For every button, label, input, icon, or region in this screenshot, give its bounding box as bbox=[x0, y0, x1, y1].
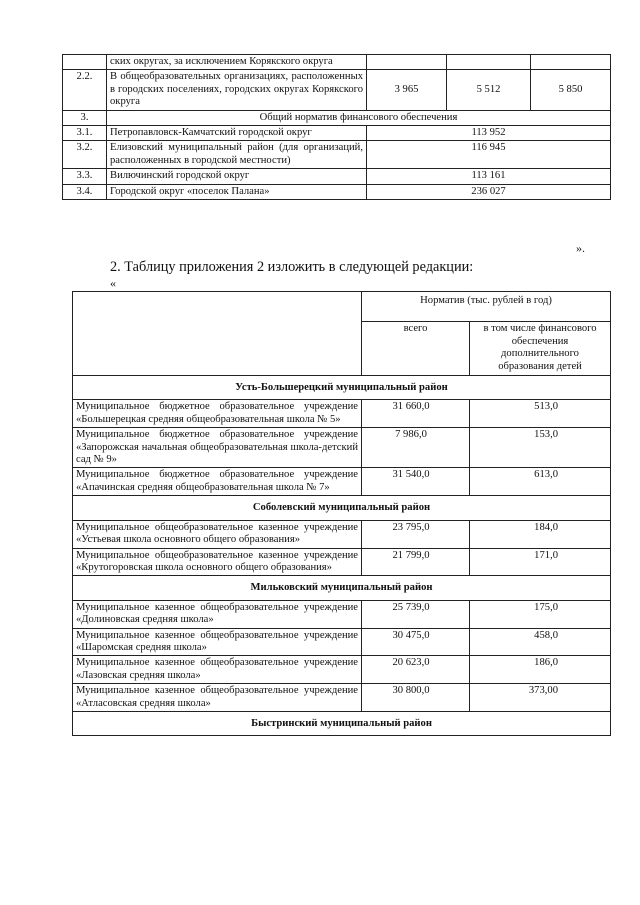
total-value: 7 986,0 bbox=[362, 428, 470, 468]
section-row bbox=[63, 110, 611, 125]
incl-value: 171,0 bbox=[470, 548, 611, 576]
table-row bbox=[73, 428, 611, 468]
section-row bbox=[73, 376, 611, 400]
funding-table-top bbox=[62, 54, 611, 200]
district-title: Соболевский муниципальный район bbox=[73, 496, 611, 520]
school-name: Муниципальное бюджетное образовательное учреждение «Апачинская средняя общеобразовательная школа № 7» bbox=[73, 468, 362, 496]
row-text: В общеобразовательных организациях, расположенных в городских поселениях, городских округах Корякского округа bbox=[107, 70, 367, 110]
table-row bbox=[73, 468, 611, 496]
incl-value: 458,0 bbox=[470, 628, 611, 656]
row-number bbox=[63, 55, 107, 70]
opening-quote: « bbox=[110, 276, 116, 290]
table-row bbox=[73, 400, 611, 428]
school-name: Муниципальное общеобразовательное казенное учреждение «Крутогоровская школа основного общего образования» bbox=[73, 548, 362, 576]
header-incl: в том числе финансового обеспечения дополнительного образования детей bbox=[470, 322, 611, 376]
value-cell: 116 945 bbox=[367, 141, 611, 169]
school-name: Муниципальное казенное общеобразовательное учреждение «Атласовская средняя школа» bbox=[73, 684, 362, 712]
row-number: 3.2. bbox=[63, 141, 107, 169]
incl-value: 613,0 bbox=[470, 468, 611, 496]
row-number: 2.2. bbox=[63, 70, 107, 110]
total-value: 21 799,0 bbox=[362, 548, 470, 576]
table-row bbox=[63, 169, 611, 184]
value-cell bbox=[367, 55, 447, 70]
school-name: Муниципальное казенное общеобразовательное учреждение «Шаромская средняя школа» bbox=[73, 628, 362, 656]
value-cell: 113 952 bbox=[367, 126, 611, 141]
value-cell: 113 161 bbox=[367, 169, 611, 184]
section-title: Общий норматив финансового обеспечения bbox=[107, 110, 611, 125]
total-value: 30 475,0 bbox=[362, 628, 470, 656]
school-name: Муниципальное бюджетное образовательное учреждение «Большерецкая средняя общеобразовательная школа № 5» bbox=[73, 400, 362, 428]
header-row bbox=[73, 292, 611, 322]
section-row bbox=[73, 711, 611, 735]
norms-table bbox=[72, 291, 611, 736]
total-value: 31 540,0 bbox=[362, 468, 470, 496]
incl-value: 513,0 bbox=[470, 400, 611, 428]
value-cell: 3 965 bbox=[367, 70, 447, 110]
row-number: 3.3. bbox=[63, 169, 107, 184]
incl-value: 186,0 bbox=[470, 656, 611, 684]
row-number: 3. bbox=[63, 110, 107, 125]
school-name: Муниципальное общеобразовательное казенное учреждение «Устьевая школа основного общего образования» bbox=[73, 520, 362, 548]
closing-quote: ». bbox=[576, 241, 585, 255]
header-total: всего bbox=[362, 322, 470, 376]
incl-value: 175,0 bbox=[470, 600, 611, 628]
header-empty-cell bbox=[73, 292, 362, 376]
row-text: ских округах, за исключением Корякского округа bbox=[107, 55, 367, 70]
total-value: 25 739,0 bbox=[362, 600, 470, 628]
incl-value: 153,0 bbox=[470, 428, 611, 468]
table-row bbox=[73, 684, 611, 712]
total-value: 20 623,0 bbox=[362, 656, 470, 684]
table-row bbox=[63, 55, 611, 70]
paragraph-text: 2. Таблицу приложения 2 изложить в следующей редакции: bbox=[110, 259, 474, 275]
district-title: Быстринский муниципальный район bbox=[73, 711, 611, 735]
table-row bbox=[63, 184, 611, 199]
row-text: Вилючинский городской округ bbox=[107, 169, 367, 184]
table-row bbox=[63, 126, 611, 141]
table-row bbox=[73, 628, 611, 656]
row-text: Городской округ «поселок Палана» bbox=[107, 184, 367, 199]
row-number: 3.1. bbox=[63, 126, 107, 141]
table-row bbox=[73, 656, 611, 684]
header-norm: Норматив (тыс. рублей в год) bbox=[362, 292, 611, 322]
section-row bbox=[73, 576, 611, 600]
total-value: 31 660,0 bbox=[362, 400, 470, 428]
table-row bbox=[63, 141, 611, 169]
school-name: Муниципальное казенное общеобразовательное учреждение «Долиновская средняя школа» bbox=[73, 600, 362, 628]
table-row bbox=[63, 70, 611, 110]
value-cell bbox=[447, 55, 531, 70]
total-value: 23 795,0 bbox=[362, 520, 470, 548]
district-title: Усть-Большерецкий муниципальный район bbox=[73, 376, 611, 400]
row-text: Елизовский муниципальный район (для организаций, расположенных в городской местности) bbox=[107, 141, 367, 169]
incl-value: 373,00 bbox=[470, 684, 611, 712]
total-value: 30 800,0 bbox=[362, 684, 470, 712]
table-row bbox=[73, 548, 611, 576]
school-name: Муниципальное бюджетное образовательное учреждение «Запорожская начальная общеобразовательная школа-детский сад № 9» bbox=[73, 428, 362, 468]
school-name: Муниципальное казенное общеобразовательное учреждение «Лазовская средняя школа» bbox=[73, 656, 362, 684]
row-text: Петропавловск-Камчатский городской округ bbox=[107, 126, 367, 141]
incl-value: 184,0 bbox=[470, 520, 611, 548]
row-number: 3.4. bbox=[63, 184, 107, 199]
value-cell: 5 512 bbox=[447, 70, 531, 110]
value-cell: 5 850 bbox=[531, 70, 611, 110]
value-cell: 236 027 bbox=[367, 184, 611, 199]
district-title: Мильковский муниципальный район bbox=[73, 576, 611, 600]
table-row bbox=[73, 600, 611, 628]
section-row bbox=[73, 496, 611, 520]
table-row bbox=[73, 520, 611, 548]
value-cell bbox=[531, 55, 611, 70]
